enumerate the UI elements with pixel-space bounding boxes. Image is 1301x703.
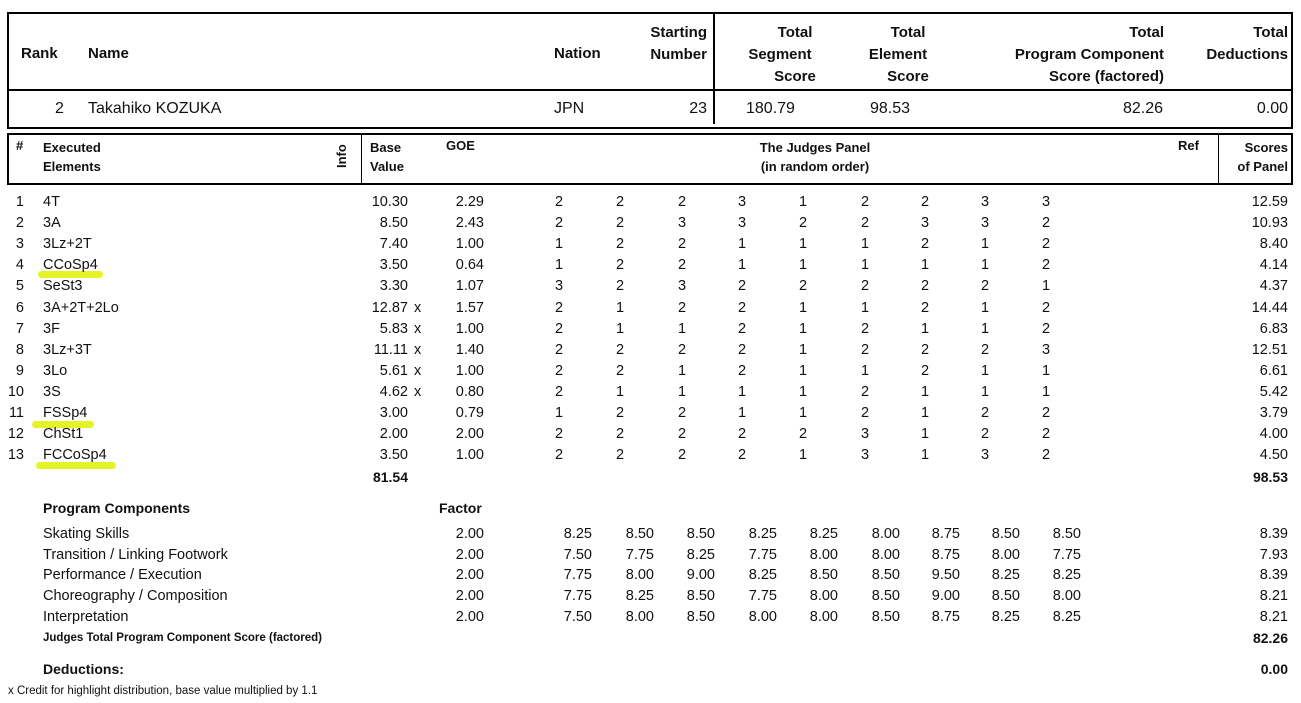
judge-component-score: 8.25 <box>991 567 1020 584</box>
judge-goe-score: 1 <box>554 257 564 274</box>
judge-goe-score: 2 <box>554 426 564 443</box>
element-row <box>0 447 1301 468</box>
component-panel-score: 8.39 <box>1259 567 1288 584</box>
element-goe: 1.57 <box>455 299 484 316</box>
judge-goe-score: 1 <box>980 236 990 253</box>
element-row <box>0 278 1301 299</box>
element-row <box>0 215 1301 236</box>
elements-total-base-value: 81.54 <box>372 469 408 485</box>
judge-goe-score: 2 <box>554 320 564 337</box>
judge-goe-score: 2 <box>1041 257 1051 274</box>
judge-goe-score: 2 <box>615 341 625 358</box>
element-base-value: 3.30 <box>379 278 408 295</box>
judge-goe-score: 2 <box>737 299 747 316</box>
judge-goe-score: 1 <box>554 405 564 421</box>
judge-goe-score: 2 <box>860 341 870 358</box>
component-panel-score: 7.93 <box>1259 546 1288 563</box>
component-panel-score: 8.21 <box>1259 588 1288 605</box>
element-panel-score: 5.42 <box>1259 383 1288 400</box>
judge-goe-score: 2 <box>737 341 747 358</box>
component-factor: 2.00 <box>455 588 484 605</box>
element-code: 3Lz+2T <box>43 236 92 253</box>
judge-component-score: 8.00 <box>1052 588 1081 605</box>
component-factor: 2.00 <box>455 567 484 584</box>
judge-component-score: 8.50 <box>1052 526 1081 542</box>
info-header: Info <box>334 144 349 168</box>
judge-goe-score: 3 <box>737 194 747 210</box>
judge-goe-score: 2 <box>860 383 870 400</box>
element-code: 3F <box>43 320 60 337</box>
element-panel-score: 6.83 <box>1259 320 1288 337</box>
judge-goe-score: 2 <box>737 320 747 337</box>
judge-goe-score: 3 <box>980 447 990 464</box>
element-row <box>0 342 1301 363</box>
element-row <box>0 426 1301 447</box>
ref-header: Ref <box>1178 138 1199 153</box>
judge-goe-score: 2 <box>1041 299 1051 316</box>
element-code: 3A <box>43 215 61 232</box>
judge-goe-score: 2 <box>554 383 564 400</box>
element-base-value: 2.00 <box>379 426 408 443</box>
judge-goe-score: 2 <box>615 215 625 232</box>
judge-component-score: 8.25 <box>748 567 777 584</box>
element-panel-score: 6.61 <box>1259 362 1288 379</box>
element-number: 4 <box>15 257 24 274</box>
pcs-total-label: Judges Total Program Component Score (factored) <box>43 632 323 644</box>
component-name: Skating Skills <box>43 526 130 542</box>
base-value-header: Base Value <box>370 140 404 174</box>
component-factor: 2.00 <box>455 546 484 563</box>
judge-goe-score: 1 <box>737 257 747 274</box>
judge-goe-score: 3 <box>980 194 990 210</box>
element-code: 3A+2T+2Lo <box>43 299 119 316</box>
judge-goe-score: 1 <box>554 236 564 253</box>
judge-goe-score: 2 <box>860 215 870 232</box>
judge-goe-score: 2 <box>554 341 564 358</box>
judge-goe-score: 2 <box>615 257 625 274</box>
judge-goe-score: 1 <box>920 383 930 400</box>
judge-goe-score: 2 <box>920 299 930 316</box>
judge-goe-score: 1 <box>1041 383 1051 400</box>
element-base-value: 5.61 <box>379 362 408 379</box>
element-goe: 0.80 <box>455 383 484 400</box>
judge-goe-score: 2 <box>920 236 930 253</box>
judge-goe-score: 1 <box>860 362 870 379</box>
judge-component-score: 8.50 <box>686 588 715 605</box>
judge-goe-score: 1 <box>980 320 990 337</box>
judge-goe-score: 2 <box>980 341 990 358</box>
judge-goe-score: 1 <box>798 257 808 274</box>
judge-component-score: 8.25 <box>991 608 1020 625</box>
element-row <box>0 257 1301 278</box>
judge-goe-score: 2 <box>980 278 990 295</box>
judge-component-score: 8.50 <box>871 588 900 605</box>
judge-component-score: 9.00 <box>931 588 960 605</box>
judge-goe-score: 2 <box>677 299 687 316</box>
element-goe: 2.43 <box>455 215 484 232</box>
component-row <box>0 609 1301 630</box>
element-panel-score: 12.51 <box>1251 341 1288 358</box>
element-panel-score: 14.44 <box>1251 299 1288 316</box>
judge-goe-score: 1 <box>920 447 930 464</box>
element-panel-score: 8.40 <box>1259 236 1288 253</box>
judge-goe-score: 1 <box>920 257 930 274</box>
total-element-score-header: Total Element Score <box>868 24 929 85</box>
judge-goe-score: 3 <box>677 215 687 232</box>
element-base-value: 12.87 <box>371 299 408 316</box>
element-code: 4T <box>43 194 60 210</box>
judge-component-score: 8.50 <box>625 526 654 542</box>
element-goe: 0.79 <box>455 405 484 421</box>
element-code: CCoSp4 <box>43 257 98 274</box>
judge-goe-score: 1 <box>860 257 870 274</box>
goe-header: GOE <box>446 138 475 153</box>
component-factor: 2.00 <box>455 526 484 542</box>
judge-goe-score: 3 <box>860 426 870 443</box>
element-number: 3 <box>15 236 24 253</box>
judge-goe-score: 2 <box>737 362 747 379</box>
element-x-mark: x <box>414 362 422 379</box>
element-number: 2 <box>15 215 24 232</box>
judge-goe-score: 2 <box>1041 426 1051 443</box>
skater-total-deductions: 0.00 <box>1256 100 1288 117</box>
judge-goe-score: 2 <box>677 405 687 421</box>
judge-goe-score: 2 <box>554 194 564 210</box>
scores-of-panel-header: Scores of Panel <box>1237 140 1288 174</box>
judge-goe-score: 2 <box>677 194 687 210</box>
element-number: 10 <box>7 383 24 400</box>
judge-goe-score: 2 <box>798 278 808 295</box>
judge-component-score: 8.75 <box>931 546 960 563</box>
judge-goe-score: 2 <box>615 278 625 295</box>
judge-component-score: 7.75 <box>625 546 654 563</box>
judge-component-score: 8.00 <box>748 608 777 625</box>
element-goe: 2.29 <box>455 194 484 210</box>
judge-goe-score: 1 <box>677 383 687 400</box>
judge-goe-score: 2 <box>615 426 625 443</box>
element-code: 3Lz+3T <box>43 341 92 358</box>
component-row <box>0 567 1301 588</box>
judge-goe-score: 3 <box>920 215 930 232</box>
judge-component-score: 8.50 <box>686 526 715 542</box>
element-code: FSSp4 <box>43 405 88 421</box>
component-row <box>0 547 1301 568</box>
judge-goe-score: 2 <box>860 278 870 295</box>
judge-goe-score: 1 <box>1041 362 1051 379</box>
judge-goe-score: 1 <box>737 383 747 400</box>
judge-goe-score: 1 <box>1041 278 1051 295</box>
judge-goe-score: 2 <box>615 447 625 464</box>
component-panel-score: 8.21 <box>1259 608 1288 625</box>
element-row <box>0 405 1301 426</box>
judge-goe-score: 1 <box>677 362 687 379</box>
judge-goe-score: 1 <box>737 405 747 421</box>
judge-goe-score: 3 <box>677 278 687 295</box>
judge-goe-score: 1 <box>798 447 808 464</box>
element-goe: 1.40 <box>455 341 484 358</box>
judge-goe-score: 2 <box>677 447 687 464</box>
element-code: ChSt1 <box>43 426 84 443</box>
judge-goe-score: 2 <box>920 362 930 379</box>
judge-component-score: 7.75 <box>563 588 592 605</box>
element-goe: 1.00 <box>455 447 484 464</box>
judge-goe-score: 1 <box>798 341 808 358</box>
element-goe: 0.64 <box>455 257 484 274</box>
judge-goe-score: 2 <box>798 215 808 232</box>
element-number: 12 <box>7 426 24 443</box>
judge-goe-score: 1 <box>615 383 625 400</box>
judge-goe-score: 2 <box>677 426 687 443</box>
element-panel-score: 4.00 <box>1259 426 1288 443</box>
element-base-value: 3.00 <box>379 405 408 421</box>
judge-component-score: 8.00 <box>871 526 900 542</box>
element-base-value: 3.50 <box>379 257 408 274</box>
judge-goe-score: 1 <box>798 362 808 379</box>
judge-goe-score: 2 <box>1041 320 1051 337</box>
judges-panel-header: The Judges Panel (in random order) <box>759 140 871 174</box>
nation-header: Nation <box>554 45 601 62</box>
element-number: 7 <box>15 320 24 337</box>
element-row <box>0 321 1301 342</box>
judge-goe-score: 2 <box>860 320 870 337</box>
judge-component-score: 8.00 <box>625 567 654 584</box>
judge-goe-score: 1 <box>798 320 808 337</box>
component-name: Choreography / Composition <box>43 588 228 605</box>
judge-goe-score: 1 <box>860 299 870 316</box>
judge-goe-score: 2 <box>860 194 870 210</box>
total-pcs-header: Total Program Component Score (factored) <box>1014 24 1164 85</box>
element-base-value: 4.62 <box>379 383 408 400</box>
judge-goe-score: 2 <box>920 341 930 358</box>
judge-goe-score: 2 <box>615 194 625 210</box>
element-base-value: 5.83 <box>379 320 408 337</box>
judge-goe-score: 1 <box>615 299 625 316</box>
judge-goe-score: 1 <box>980 299 990 316</box>
judge-component-score: 7.50 <box>563 546 592 563</box>
element-number: 13 <box>7 447 24 464</box>
judge-goe-score: 2 <box>615 405 625 421</box>
element-row <box>0 300 1301 321</box>
element-panel-score: 10.93 <box>1251 215 1288 232</box>
judge-goe-score: 2 <box>677 236 687 253</box>
judge-goe-score: 1 <box>920 405 930 421</box>
judge-goe-score: 2 <box>920 194 930 210</box>
judge-component-score: 8.00 <box>809 546 838 563</box>
judge-goe-score: 1 <box>920 426 930 443</box>
judge-goe-score: 1 <box>615 320 625 337</box>
judge-component-score: 7.75 <box>748 546 777 563</box>
name-header: Name <box>88 45 129 62</box>
skater-name: Takahiko KOZUKA <box>88 100 222 117</box>
footnote: x Credit for highlight distribution, base value multiplied by 1.1 <box>8 685 318 697</box>
judge-component-score: 8.50 <box>871 608 900 625</box>
judge-goe-score: 2 <box>1041 447 1051 464</box>
element-code: SeSt3 <box>43 278 83 295</box>
element-row <box>0 194 1301 215</box>
element-base-value: 7.40 <box>379 236 408 253</box>
judge-goe-score: 3 <box>737 215 747 232</box>
element-x-mark: x <box>414 320 422 337</box>
judge-goe-score: 3 <box>1041 341 1051 358</box>
element-base-value: 10.30 <box>371 194 408 210</box>
judge-component-score: 8.50 <box>991 526 1020 542</box>
judge-goe-score: 2 <box>980 426 990 443</box>
skater-summary-row <box>0 100 1301 122</box>
element-panel-score: 3.79 <box>1259 405 1288 421</box>
judge-goe-score: 1 <box>798 236 808 253</box>
judge-goe-score: 2 <box>554 215 564 232</box>
judge-goe-score: 2 <box>677 341 687 358</box>
judge-goe-score: 2 <box>677 257 687 274</box>
element-goe: 1.07 <box>455 278 484 295</box>
judge-goe-score: 2 <box>737 278 747 295</box>
skater-total-element-score: 98.53 <box>870 100 911 117</box>
judge-goe-score: 2 <box>980 405 990 421</box>
pcs-total-value: 82.26 <box>1252 630 1288 646</box>
judge-goe-score: 1 <box>920 320 930 337</box>
element-number: 9 <box>15 362 24 379</box>
judge-component-score: 8.25 <box>1052 608 1081 625</box>
starting-number-header: Starting Number <box>650 24 707 63</box>
judge-goe-score: 2 <box>1041 215 1051 232</box>
component-panel-score: 8.39 <box>1259 526 1288 542</box>
judge-component-score: 7.75 <box>563 567 592 584</box>
judge-component-score: 8.00 <box>991 546 1020 563</box>
judge-component-score: 7.75 <box>748 588 777 605</box>
deductions-label: Deductions: <box>43 661 124 677</box>
judge-goe-score: 2 <box>798 426 808 443</box>
skater-total-segment-score: 180.79 <box>746 100 795 117</box>
judge-component-score: 8.00 <box>871 546 900 563</box>
component-name: Performance / Execution <box>43 567 202 584</box>
judge-goe-score: 1 <box>980 362 990 379</box>
judge-component-score: 8.25 <box>748 526 777 542</box>
element-base-value: 8.50 <box>379 215 408 232</box>
judge-component-score: 8.00 <box>809 608 838 625</box>
judge-goe-score: 2 <box>554 362 564 379</box>
element-x-mark: x <box>414 299 422 316</box>
element-number: 1 <box>15 194 24 210</box>
judge-component-score: 8.00 <box>625 608 654 625</box>
element-panel-score: 12.59 <box>1251 194 1288 210</box>
judge-goe-score: 1 <box>798 299 808 316</box>
element-row <box>0 363 1301 384</box>
judge-goe-score: 2 <box>1041 236 1051 253</box>
judge-goe-score: 3 <box>554 278 564 295</box>
judge-component-score: 8.25 <box>1052 567 1081 584</box>
element-code: FCCoSp4 <box>43 447 107 464</box>
element-number: 6 <box>15 299 24 316</box>
element-panel-score: 4.37 <box>1259 278 1288 295</box>
deductions-value: 0.00 <box>1260 661 1288 677</box>
skater-nation: JPN <box>554 100 585 117</box>
judge-goe-score: 2 <box>737 426 747 443</box>
total-segment-score-header: Total Segment Score <box>748 24 816 85</box>
judge-goe-score: 1 <box>677 320 687 337</box>
judge-component-score: 8.75 <box>931 608 960 625</box>
component-factor: 2.00 <box>455 608 484 625</box>
element-base-value: 3.50 <box>379 447 408 464</box>
judge-component-score: 8.50 <box>871 567 900 584</box>
judge-component-score: 8.00 <box>809 588 838 605</box>
judge-goe-score: 2 <box>615 362 625 379</box>
element-number: 11 <box>8 405 24 421</box>
judge-goe-score: 2 <box>737 447 747 464</box>
program-components-header: Program Components <box>43 500 191 516</box>
element-panel-score: 4.14 <box>1259 257 1288 274</box>
judge-goe-score: 2 <box>554 447 564 464</box>
judge-goe-score: 3 <box>980 215 990 232</box>
element-goe: 2.00 <box>455 426 484 443</box>
element-base-value: 11.11 <box>373 341 408 358</box>
judge-component-score: 9.00 <box>686 567 715 584</box>
judge-goe-score: 1 <box>980 383 990 400</box>
judge-goe-score: 2 <box>920 278 930 295</box>
judge-component-score: 8.25 <box>809 526 838 542</box>
element-goe: 1.00 <box>455 362 484 379</box>
judge-goe-score: 1 <box>798 194 808 210</box>
judge-goe-score: 1 <box>980 257 990 274</box>
executed-elements-header: Executed Elements <box>43 140 101 174</box>
skater-total-pcs: 82.26 <box>1122 100 1163 117</box>
judge-component-score: 8.25 <box>563 526 592 542</box>
component-row <box>0 588 1301 609</box>
element-number: 8 <box>15 341 24 358</box>
skater-rank: 2 <box>55 100 64 117</box>
judge-component-score: 8.25 <box>686 546 715 563</box>
judge-goe-score: 1 <box>798 383 808 400</box>
judge-component-score: 7.75 <box>1052 546 1081 563</box>
element-code: 3S <box>43 383 61 400</box>
element-panel-score: 4.50 <box>1259 447 1288 464</box>
component-row <box>0 526 1301 547</box>
judge-component-score: 8.50 <box>686 608 715 625</box>
judge-goe-score: 2 <box>615 236 625 253</box>
total-deductions-header: Total Deductions <box>1206 24 1288 63</box>
element-goe: 1.00 <box>455 320 484 337</box>
element-row <box>0 236 1301 257</box>
elements-total-score: 98.53 <box>1252 469 1288 485</box>
element-number: 5 <box>15 278 24 295</box>
element-x-mark: x <box>414 383 422 400</box>
element-code: 3Lo <box>43 362 68 379</box>
judge-goe-score: 3 <box>1041 194 1051 210</box>
judge-goe-score: 2 <box>554 299 564 316</box>
judge-goe-score: 1 <box>860 236 870 253</box>
judge-goe-score: 1 <box>737 236 747 253</box>
judge-component-score: 8.50 <box>991 588 1020 605</box>
skater-starting-number: 23 <box>689 100 707 117</box>
judge-goe-score: 3 <box>860 447 870 464</box>
elements-num-header: # <box>16 138 24 153</box>
element-goe: 1.00 <box>455 236 484 253</box>
judge-goe-score: 1 <box>798 405 808 421</box>
rank-header: Rank <box>21 45 58 62</box>
judge-goe-score: 2 <box>1041 405 1051 421</box>
judge-component-score: 8.50 <box>809 567 838 584</box>
component-name: Transition / Linking Footwork <box>43 546 228 563</box>
judge-component-score: 9.50 <box>931 567 960 584</box>
judge-component-score: 8.25 <box>625 588 654 605</box>
judge-component-score: 7.50 <box>563 608 592 625</box>
component-name: Interpretation <box>43 608 129 625</box>
element-row <box>0 384 1301 405</box>
judge-component-score: 8.75 <box>931 526 960 542</box>
judge-goe-score: 2 <box>860 405 870 421</box>
factor-header: Factor <box>439 500 482 516</box>
element-x-mark: x <box>414 341 422 358</box>
